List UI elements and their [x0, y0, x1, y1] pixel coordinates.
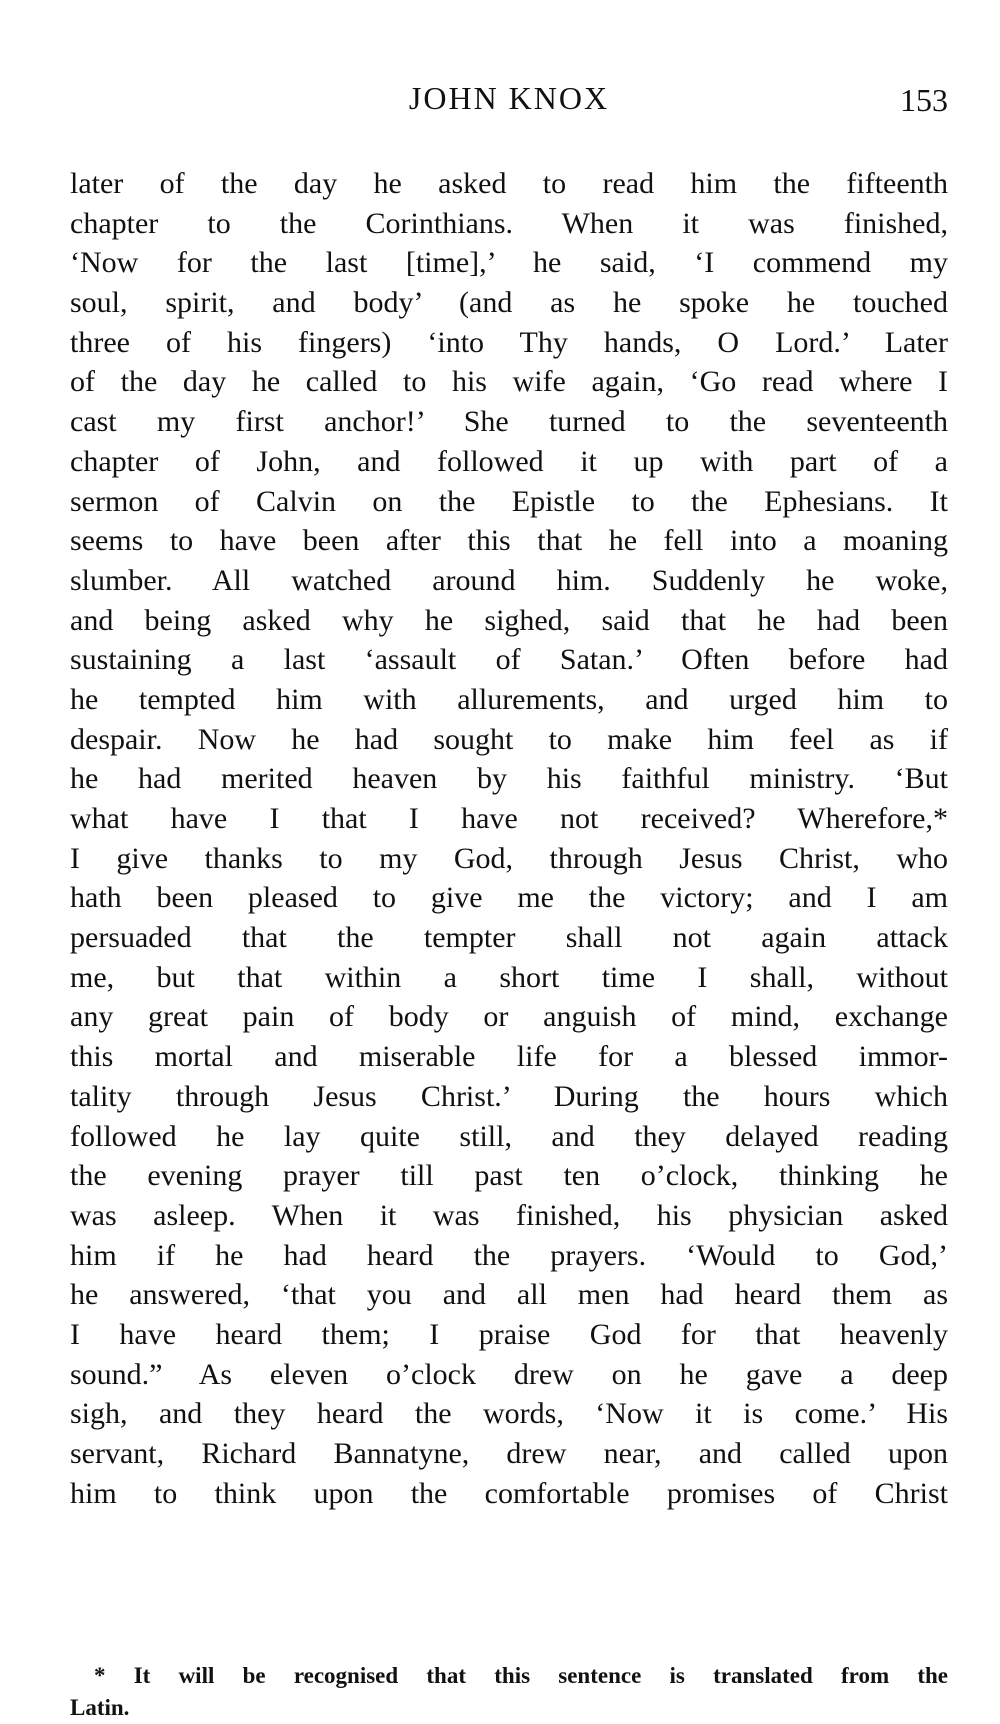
text-line: three of his fingers) ‘into Thy hands, O Lord.’ Later: [70, 325, 948, 359]
text-line: I have heard them; I praise God for that heavenly: [70, 1317, 948, 1351]
text-line: sermon of Calvin on the Epistle to the Ephesians. It: [70, 484, 948, 518]
text-line: chapter of John, and followed it up with part of a: [70, 444, 948, 478]
text-line: followed he lay quite still, and they delayed reading: [70, 1119, 948, 1153]
text-line: he answered, ‘that you and all men had heard them as: [70, 1278, 948, 1312]
text-line: this mortal and miserable life for a blessed immor-: [70, 1040, 948, 1074]
text-line: he tempted him with allurements, and urged him to: [70, 682, 948, 716]
text-line: the evening prayer till past ten o’clock, thinking he: [70, 1159, 948, 1193]
footnote: [70, 1660, 948, 1724]
running-title: JOHN KNOX: [408, 80, 610, 116]
text-line: cast my first anchor!’ She turned to the seventeenth: [70, 405, 948, 439]
text-line: any great pain of body or anguish of mind, exchange: [70, 1000, 948, 1034]
running-head: [70, 78, 948, 118]
text-line: chapter to the Corinthians. When it was finished,: [70, 206, 948, 240]
text-line: ‘Now for the last [time],’ he said, ‘I commend my: [70, 246, 948, 280]
text-line: sustaining a last ‘assault of Satan.’ Often before had: [70, 643, 948, 677]
text-line: persuaded that the tempter shall not again attack: [70, 921, 948, 955]
text-line: was asleep. When it was finished, his physician asked: [70, 1198, 948, 1232]
text-line: him if he had heard the prayers. ‘Would to God,’: [70, 1238, 948, 1272]
text-line: sound.” As eleven o’clock drew on he gave a deep: [70, 1357, 948, 1391]
text-line: he had merited heaven by his faithful ministry. ‘But: [70, 762, 948, 796]
page-number: 153: [900, 82, 948, 118]
text-line: of the day he called to his wife again, ‘Go read where I: [70, 365, 948, 399]
text-line: me, but that within a short time I shall, without: [70, 960, 948, 994]
text-line: what have I that I have not received? Wherefore,*: [70, 802, 948, 835]
body-text: [70, 164, 948, 1513]
footnote-line: * It will be recognised that this sentence is translated from the: [94, 1663, 948, 1688]
text-line: and being asked why he sighed, said that he had been: [70, 603, 948, 637]
text-line: servant, Richard Bannatyne, drew near, and called upon: [70, 1437, 948, 1470]
text-line: I give thanks to my God, through Jesus Christ, who: [70, 841, 948, 875]
text-line: tality through Jesus Christ.’ During the hours which: [70, 1079, 948, 1113]
text-line: hath been pleased to give me the victory; and I am: [70, 881, 948, 915]
text-line: sigh, and they heard the words, ‘Now it is come.’ His: [70, 1397, 948, 1431]
text-line: soul, spirit, and body’ (and as he spoke he touched: [70, 286, 948, 320]
text-line: despair. Now he had sought to make him feel as if: [70, 722, 948, 756]
text-line: seems to have been after this that he fell into a moaning: [70, 524, 948, 558]
text-line: slumber. All watched around him. Suddenly he woke,: [70, 563, 948, 597]
text-line: him to think upon the comfortable promises of Christ: [70, 1476, 948, 1510]
footnote-line: Latin.: [70, 1695, 130, 1720]
text-line: later of the day he asked to read him the fifteenth: [70, 167, 948, 200]
